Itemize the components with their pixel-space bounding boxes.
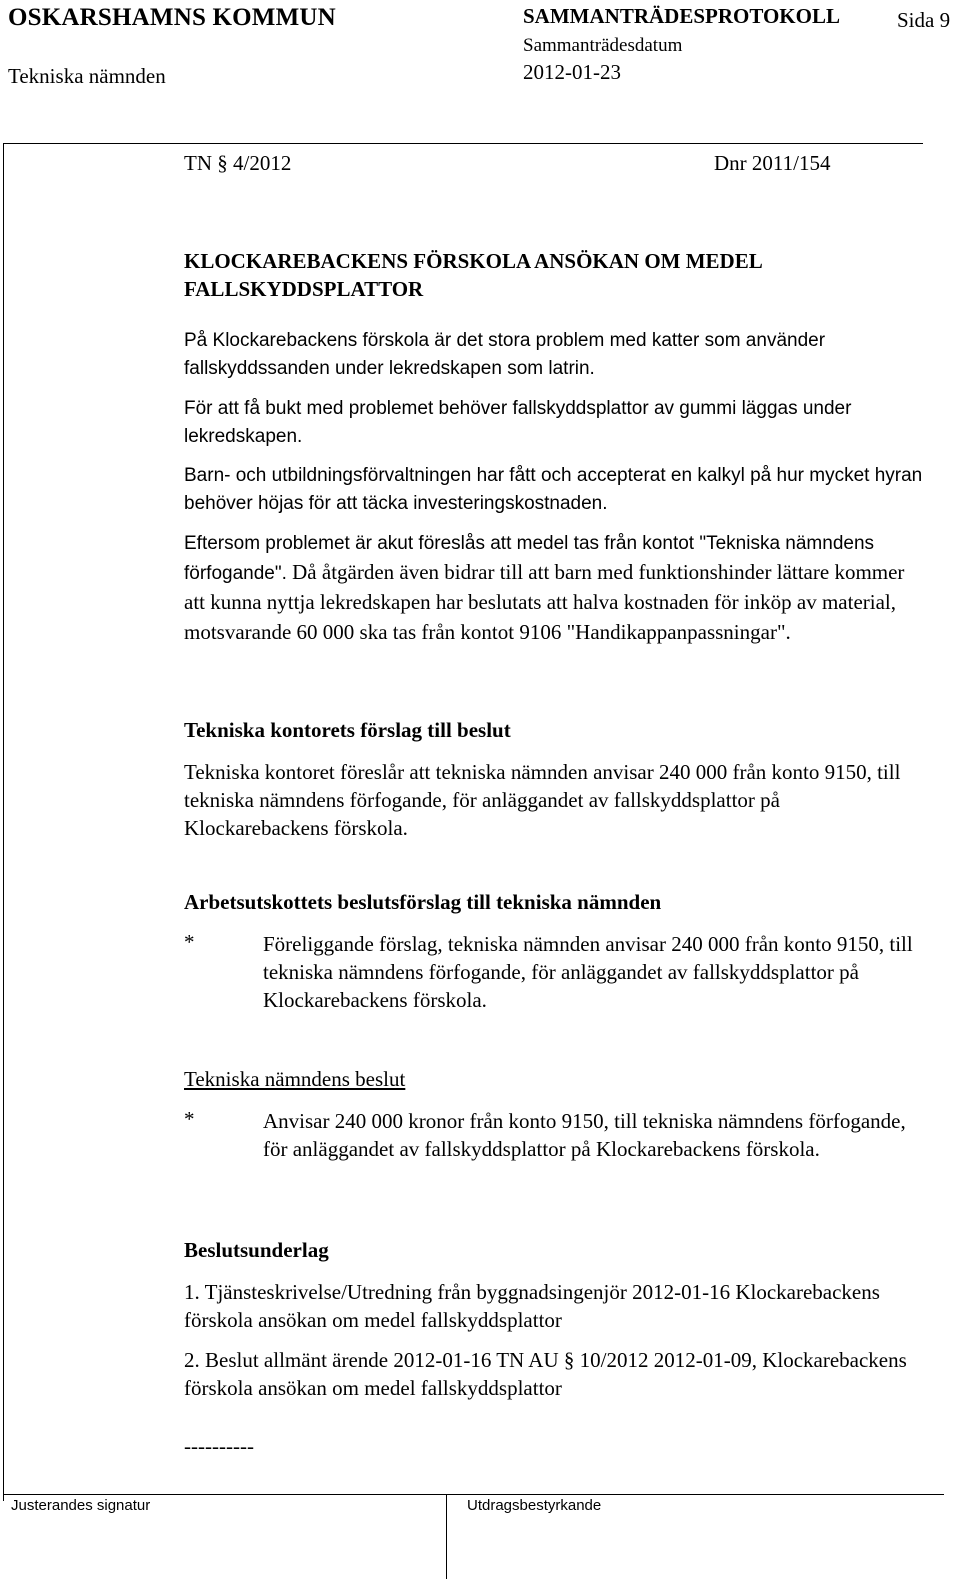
committee-text: Föreliggande förslag, tekniska nämnden anvisar 240 000 från konto 9150, till tekniska nämndens förfogande, för anläggandet av fallskyddsplattor på Klockarebackens förskola. (263, 932, 913, 1012)
body-paragraph-part: Eftersom problemet är akut föreslås att medel tas från kontot "Tekniska nämndens förfogande". (184, 533, 875, 584)
municipality-name: OSKARSHAMNS KOMMUN (8, 4, 336, 31)
extract-label: Utdragsbestyrkande (467, 1497, 602, 1514)
proposal-heading: Tekniska kontorets förslag till beslut (184, 718, 511, 742)
section-title: KLOCKAREBACKENS FÖRSKOLA ANSÖKAN OM MEDEL FALLSKYDDSPLATTOR (184, 249, 762, 301)
body-paragraph: För att få bukt med problemet behöver fallskyddsplattor av gummi läggas under lekredskapen. (184, 398, 852, 447)
case-reference: TN § 4/2012 (184, 151, 292, 175)
meeting-date-label: Sammanträdesdatum (523, 35, 683, 56)
committee-heading: Arbetsutskottets beslutsförslag till tekniska nämnden (184, 890, 662, 914)
basis-item: 1. Tjänsteskrivelse/Utredning från byggnadsingenjör 2012-01-16 Klockarebackens förskola ansökan om medel fallskyddsplattor (184, 1280, 880, 1332)
bullet-marker: * (184, 1107, 195, 1131)
body-paragraph: Barn- och utbildningsförvaltningen har fått och accepterat en kalkyl på hur mycket hyran behöver höjas för att täcka investeringskostnaden. (184, 465, 923, 514)
footer-divider (3, 1494, 944, 1495)
page-number: Sida 9 (897, 8, 951, 32)
header-divider (3, 143, 923, 144)
body-paragraph: På Klockarebackens förskola är det stora problem med katter som använder fallskyddssanden under lekredskapen som latrin. (184, 330, 826, 379)
decision-text: Anvisar 240 000 kronor från konto 9150, till tekniska nämndens förfogande, för anläggandet av fallskyddsplattor på Klockarebackens förskola. (263, 1109, 906, 1161)
basis-heading: Beslutsunderlag (184, 1238, 329, 1262)
bullet-marker: * (184, 930, 195, 954)
proposal-text: Tekniska kontoret föreslår att tekniska nämnden anvisar 240 000 från konto 9150, till tekniska nämndens förfogande, för anläggandet av fallskyddsplattor på Klockarebackens förskola. (184, 760, 901, 840)
body-paragraph (184, 530, 924, 648)
left-margin-rule (3, 143, 4, 1501)
end-marker: ---------- (184, 1434, 254, 1458)
body-paragraph-part: Då åtgärden även bidrar till att barn med funktionshinder lättare kommer att kunna nyttja lekredskapen har beslutats att halva kostnaden för inköp av material, motsvarande 60 000 ska tas från kontot 9106 "Handikappanpassningar". (184, 560, 905, 644)
diary-number: Dnr 2011/154 (714, 151, 831, 175)
decision-heading: Tekniska nämndens beslut (184, 1067, 406, 1091)
board-name: Tekniska nämnden (8, 64, 166, 88)
protocol-title: SAMMANTRÄDESPROTOKOLL (523, 4, 840, 28)
meeting-date: 2012-01-23 (523, 60, 621, 84)
footer-separator (446, 1494, 447, 1579)
basis-item: 2. Beslut allmänt ärende 2012-01-16 TN AU § 10/2012 2012-01-09, Klockarebackens förskola ansökan om medel fallskyddsplattor (184, 1348, 907, 1400)
signature-label: Justerandes signatur (11, 1497, 151, 1514)
